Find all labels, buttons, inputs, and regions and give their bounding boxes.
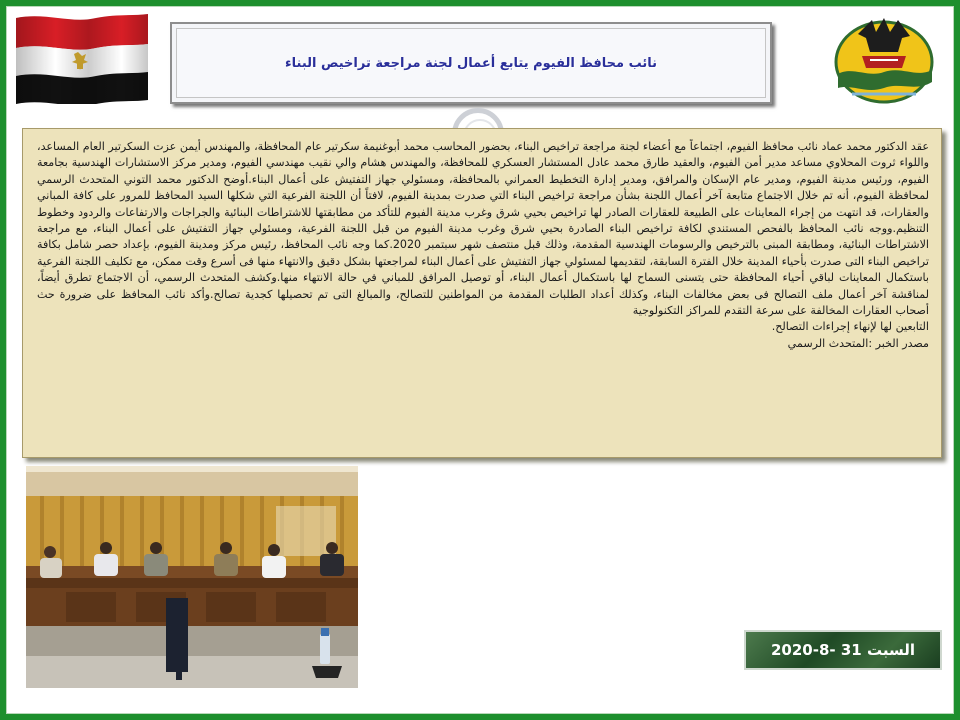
headline-title: نائب محافظ الفيوم يتابع أعمال لجنة مراجعة تراخيص البناء [284, 55, 657, 71]
article-box [22, 128, 942, 458]
headline-box [170, 22, 772, 104]
fayoum-governorate-logo-icon [832, 12, 936, 106]
headline-inner [176, 28, 766, 98]
article-body: عقد الدكتور محمد عماد نائب محافظ الفيوم، اجتماعاً مع أعضاء لجنة مراجعة تراخيص البناء، بحضور المحاسب محمد أبوغنيمة سكرتير عام المحافظة، والمهندس أيمن عزت السكرتير العام المساعد، واللواء ثروت المحلاوي مساعد مدير أمن الفيوم، والعقيد طارق محمد عادل المستشار العسكري للمحافظة، والمهندس هشام والي نقيب مهندسي الفيوم، ومدير مركز الاستشارات الهندسية بجامعة الفيوم، ورئيس مدينة الفيوم، ومدير عام الإسكان والمرافق، ومدير إدارة التخطيط العمراني بالمحافظة، ومسئولي جهاز التفتيش على أعمال البناء.أوضح الدكتور محمد التوني المتحدث الرسمي لمحافظة الفيوم، أنه تم خلال الاجتماع متابعة آخر أعمال اللجنة بشأن مراجعة تراخيص البناء التي صدرت بمدينة الفيوم، لافتاً أن اللجنة الفرعية التي شكلها السيد المحافظ للمرور على كافة المباني والعقارات، قد انتهت من إجراء المعاينات على الطبيعة للعقارات الصادر لها تراخيص بحيي شرق وغرب مدينة الفيوم للتأكد من مطابقتها للاشتراطات البنائية والجراجات والارتفاعات والردود وخطوط التنظيم.ووجه نائب المحافظ بالفحص المستندي لكافة تراخيص البناء الصادرة بحيي شرق وغرب مدينة الفيوم من قبل اللجنة الفرعية، ومسئولي جهاز التفتيش على أعمال البناء، مع مراجعة الاشتراطات البنائية، ومطابقة المبنى بالترخيص والرسومات الهندسية المقدمة، وذلك قبل منتصف شهر سبتمبر 2020.كما وجه نائب المحافظ، رئيس مركز ومدينة الفيوم، بإعداد حصر شامل بكافة تراخيص البناء التى صدرت بأحياء المدينة خلال الفترة السابقة، لتقديمها لمسئولي جهاز التفتيش على أعمال البناء لمراجعتها بشكل دقيق والانتهاء منها فى أسرع وقت ممكن، مع تكليف اللجنة الفرعية باستكمال المعاينات لباقي أحياء المحافظة حتى يتسنى السماح لها باستكمال أعمال البناء، أو توصيل المرافق للمباني في حالة الانتهاء منها.وكشف المتحدث الرسمي، أن الاجتماع تطرق أيضاً، لمناقشة آخر أعمال ملف التصالح فى بعض مخالفات البناء، وكذلك أعداد الطلبات المقدمة من المواطنين للتصالح، والمبالغ التى تم تحصيلها كجدية تصالح.وأكد نائب المحافظ على ضرورة حث أصحاب العقارات المخالفة على سرعة التقدم للمراكز التكنولوجية [37, 140, 929, 318]
date-badge [744, 630, 942, 670]
article-source: مصدر الخبر :المتحدث الرسمي [787, 336, 929, 350]
meeting-room-photo [26, 466, 358, 688]
article-closing-line: التابعين لها لإنهاء إجراءات التصالح. [771, 320, 929, 334]
egypt-flag-icon [16, 12, 148, 104]
article-text [37, 139, 929, 451]
date-text: السبت 31 -8-2020 [770, 641, 915, 659]
